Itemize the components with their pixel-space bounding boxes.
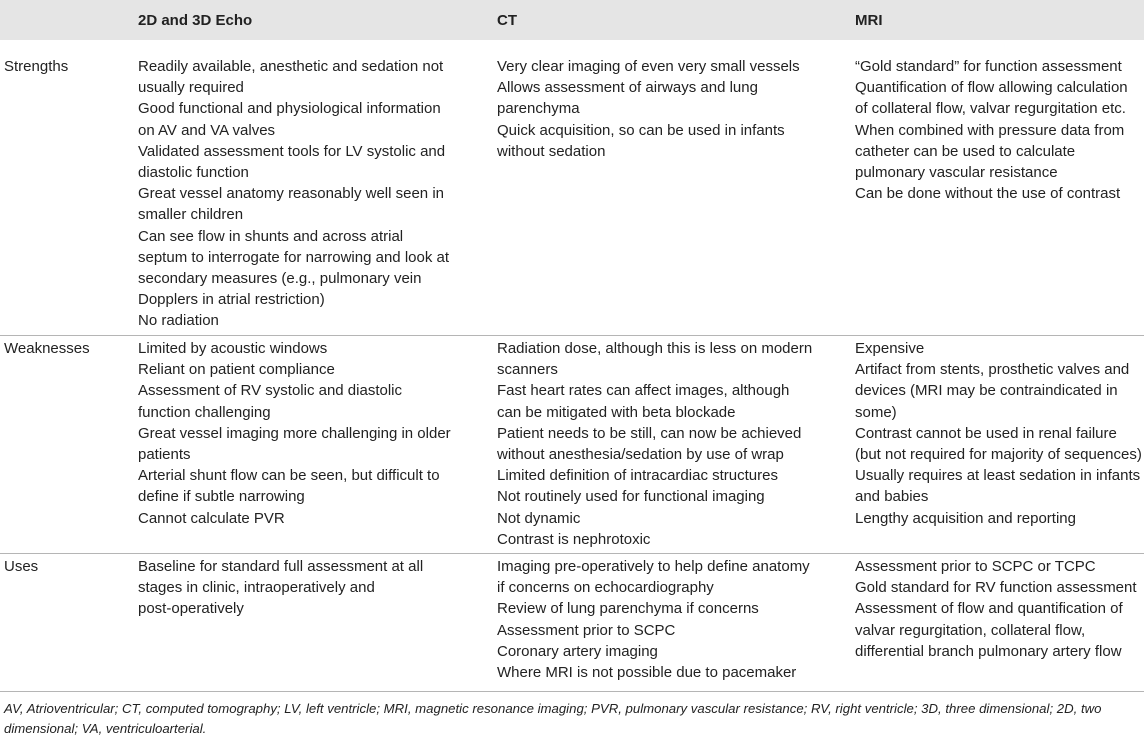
cell-line: Great vessel anatomy reasonably well seen in	[138, 185, 444, 203]
cell-line: and babies	[855, 488, 929, 506]
cell-line: without sedation	[497, 142, 606, 160]
cell-line: catheter can be used to calculate	[855, 142, 1076, 160]
cell-line: secondary measures (e.g., pulmonary vein	[138, 270, 422, 288]
cell-line: Assessment of flow and quantification of	[855, 600, 1123, 618]
cell-line: post-operatively	[138, 600, 244, 618]
table-header-row	[0, 0, 1144, 40]
cell-line: pulmonary vascular resistance	[855, 164, 1058, 182]
cell-uses-ct	[497, 556, 827, 683]
header-echo: 2D and 3D Echo	[138, 12, 253, 29]
cell-strengths-ct	[497, 56, 827, 162]
cell-line: if concerns on echocardiography	[497, 579, 714, 597]
cell-line: valvar regurgitation, collateral flow,	[855, 621, 1086, 639]
cell-uses-mri	[855, 556, 1144, 662]
cell-line: Coronary artery imaging	[497, 642, 658, 660]
cell-weaknesses-mri	[855, 338, 1144, 529]
cell-line: Allows assessment of airways and lung	[497, 79, 758, 97]
cell-line: usually required	[138, 79, 244, 97]
cell-line: Contrast is nephrotoxic	[497, 530, 651, 548]
cell-line: Can see flow in shunts and across atrial	[138, 227, 404, 245]
cell-line: Usually requires at least sedation in infants	[855, 467, 1141, 485]
cell-line: Patient needs to be still, can now be achieved	[497, 424, 802, 442]
cell-line: devices (MRI may be contraindicated in	[855, 382, 1118, 400]
cell-line: Can be done without the use of contrast	[855, 185, 1121, 203]
cell-line: parenchyma	[497, 100, 580, 118]
row-label-weaknesses: Weaknesses	[4, 340, 90, 357]
cell-strengths-echo	[138, 56, 468, 332]
cell-line: Lengthy acquisition and reporting	[855, 509, 1076, 527]
cell-line: Radiation dose, although this is less on modern	[497, 340, 813, 357]
table-bottom-rule	[0, 691, 1144, 692]
cell-line: Not routinely used for functional imaging	[497, 488, 765, 506]
cell-uses-echo	[138, 556, 468, 620]
cell-line: smaller children	[138, 206, 244, 224]
cell-line: without anesthesia/sedation by use of wrap	[497, 446, 784, 464]
cell-line: Great vessel imaging more challenging in older	[138, 424, 451, 442]
cell-line: patients	[138, 446, 191, 464]
row-divider	[0, 335, 1144, 336]
table-footnote: AV, Atrioventricular; CT, computed tomography; LV, left ventricle; MRI, magnetic resonance imaging; PVR, pulmonary vascular resistance; RV, right ventricle; 3D, three dimensional; 2D, two dimensional; VA, ventriculoarterial.	[4, 701, 1102, 736]
cell-line: Arterial shunt flow can be seen, but difficult to	[138, 467, 440, 485]
cell-line: Validated assessment tools for LV systolic and	[138, 142, 446, 160]
cell-line: of collateral flow, valvar regurgitation etc.	[855, 100, 1126, 118]
header-ct: CT	[497, 12, 517, 29]
cell-line: Not dynamic	[497, 509, 581, 527]
cell-line: stages in clinic, intraoperatively and	[138, 579, 375, 597]
row-label-strengths: Strengths	[4, 58, 69, 75]
cell-line: Limited definition of intracardiac structures	[497, 467, 778, 485]
cell-weaknesses-ct	[497, 338, 827, 550]
cell-line: Assessment prior to SCPC or TCPC	[855, 558, 1096, 575]
cell-line: differential branch pulmonary artery flow	[855, 642, 1122, 660]
cell-line: function challenging	[138, 403, 271, 421]
cell-line: Reliant on patient compliance	[138, 361, 335, 379]
cell-line: Imaging pre-operatively to help define anatomy	[497, 558, 810, 575]
cell-line: scanners	[497, 361, 558, 379]
row-label-uses: Uses	[4, 558, 39, 575]
cell-line: define if subtle narrowing	[138, 488, 305, 506]
cell-line: Cannot calculate PVR	[138, 509, 285, 527]
cell-line: can be mitigated with beta blockade	[497, 403, 736, 421]
header-mri: MRI	[855, 12, 883, 29]
cell-line: When combined with pressure data from	[855, 121, 1125, 139]
cell-strengths-mri	[855, 56, 1144, 204]
cell-line: Baseline for standard full assessment at all	[138, 558, 424, 575]
cell-line: Assessment prior to SCPC	[497, 621, 676, 639]
cell-line: (but not required for majority of sequences)	[855, 446, 1142, 464]
cell-line: Expensive	[855, 340, 925, 357]
cell-line: Good functional and physiological information	[138, 100, 441, 118]
cell-line: Dopplers in atrial restriction)	[138, 291, 325, 309]
cell-line: diastolic function	[138, 164, 249, 182]
cell-line: Quantification of flow allowing calculation	[855, 79, 1128, 97]
cell-line: septum to interrogate for narrowing and look at	[138, 248, 450, 266]
cell-line: Where MRI is not possible due to pacemaker	[497, 664, 797, 682]
cell-line: on AV and VA valves	[138, 121, 276, 139]
cell-weaknesses-echo	[138, 338, 468, 529]
cell-line: “Gold standard” for function assessment	[855, 58, 1122, 75]
cell-line: some)	[855, 403, 897, 421]
cell-line: Assessment of RV systolic and diastolic	[138, 382, 403, 400]
cell-line: Very clear imaging of even very small vessels	[497, 58, 800, 75]
cell-line: Artifact from stents, prosthetic valves and	[855, 361, 1130, 379]
cell-line: No radiation	[138, 312, 219, 330]
cell-line: Fast heart rates can affect images, although	[497, 382, 790, 400]
cell-line: Quick acquisition, so can be used in infants	[497, 121, 785, 139]
cell-line: Review of lung parenchyma if concerns	[497, 600, 759, 618]
cell-line: Readily available, anesthetic and sedation not	[138, 58, 444, 75]
cell-line: Contrast cannot be used in renal failure	[855, 424, 1117, 442]
cell-line: Gold standard for RV function assessment	[855, 579, 1137, 597]
row-divider	[0, 553, 1144, 554]
cell-line: Limited by acoustic windows	[138, 340, 328, 357]
